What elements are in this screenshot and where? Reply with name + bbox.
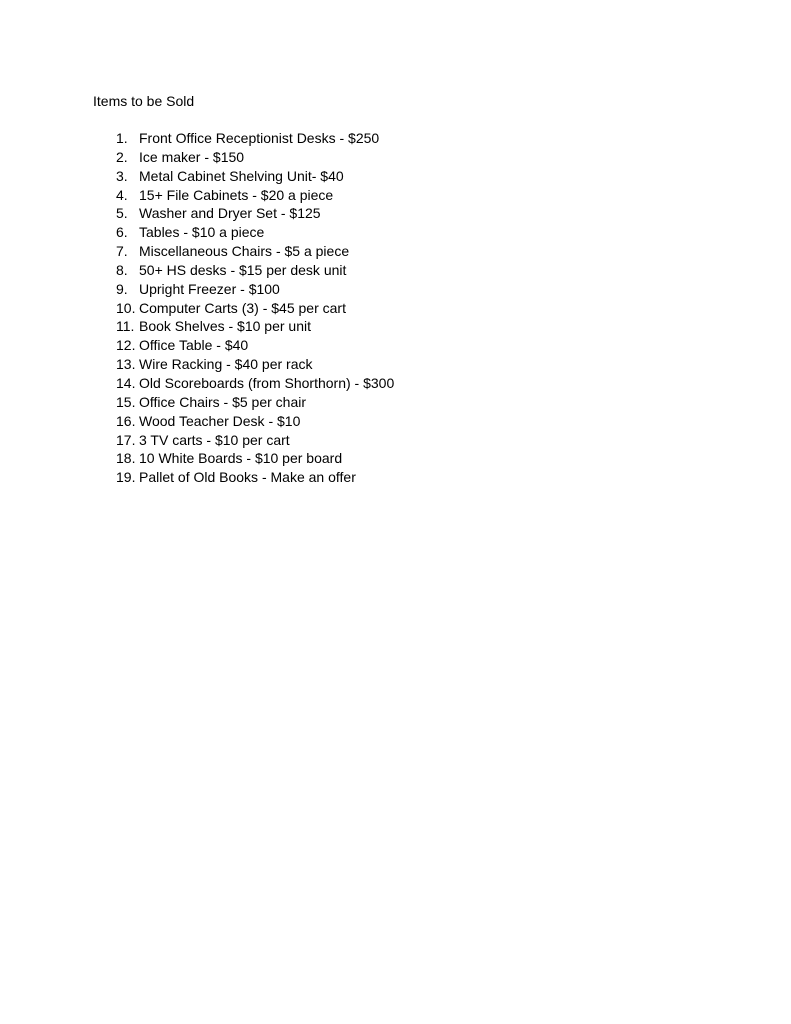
list-item <box>116 186 394 205</box>
list-item-number: 15. <box>116 393 136 410</box>
list-item-text: Computer Carts (3) - $45 per cart <box>139 299 346 316</box>
list-item-number: 10. <box>116 299 136 316</box>
list-item-text: Pallet of Old Books - Make an offer <box>139 469 356 486</box>
list-item-text: 15+ File Cabinets - $20 a piece <box>139 186 334 203</box>
list-item <box>116 355 394 374</box>
list-item-number: 13. <box>116 356 136 373</box>
items-list <box>116 129 394 487</box>
list-item <box>116 242 394 261</box>
list-item-text: 50+ HS desks - $15 per desk unit <box>139 261 347 278</box>
list-item-number: 6. <box>116 224 128 241</box>
list-item <box>116 261 394 280</box>
list-item-number: 8. <box>116 261 128 278</box>
list-item-text: Tables - $10 a piece <box>139 224 265 241</box>
list-item-text: Old Scoreboards (from Shorthorn) - $300 <box>139 374 395 391</box>
list-item-text: Ice maker - $150 <box>139 148 245 165</box>
list-item-number: 5. <box>116 205 128 222</box>
list-item-text: Wire Racking - $40 per rack <box>139 356 313 373</box>
list-item-number: 12. <box>116 337 136 354</box>
list-item <box>116 336 394 355</box>
list-item <box>116 412 394 431</box>
list-item-text: Office Table - $40 <box>139 337 249 354</box>
list-item <box>116 129 394 148</box>
list-item-text: 3 TV carts - $10 per cart <box>139 431 290 448</box>
list-item <box>116 148 394 167</box>
list-item <box>116 204 394 223</box>
list-item <box>116 431 394 450</box>
list-item-text: Washer and Dryer Set - $125 <box>139 205 321 222</box>
list-item-number: 7. <box>116 243 128 260</box>
list-item-text: Upright Freezer - $100 <box>139 280 280 297</box>
list-item-number: 17. <box>116 431 136 448</box>
list-item-number: 4. <box>116 186 128 203</box>
list-item <box>116 374 394 393</box>
list-item-number: 16. <box>116 412 136 429</box>
list-item-number: 2. <box>116 148 128 165</box>
document-title: Items to be Sold <box>93 93 195 109</box>
list-item-text: Book Shelves - $10 per unit <box>139 318 311 335</box>
list-item-text: Miscellaneous Chairs - $5 a piece <box>139 243 350 260</box>
list-item-number: 14. <box>116 374 136 391</box>
list-item <box>116 223 394 242</box>
list-item-number: 18. <box>116 450 136 467</box>
list-item-number: 11. <box>116 318 135 335</box>
list-item <box>116 167 394 186</box>
list-item <box>116 317 394 336</box>
list-item-text: Front Office Receptionist Desks - $250 <box>139 130 380 146</box>
list-item <box>116 280 394 299</box>
list-item <box>116 449 394 468</box>
list-item-number: 9. <box>116 280 128 297</box>
list-item-number: 19. <box>116 469 136 486</box>
list-item <box>116 393 394 412</box>
list-item-text: 10 White Boards - $10 per board <box>139 450 343 467</box>
list-item-number: 3. <box>116 167 128 184</box>
list-item-text: Wood Teacher Desk - $10 <box>139 412 301 429</box>
list-item-text: Office Chairs - $5 per chair <box>139 393 307 410</box>
list-item <box>116 299 394 318</box>
list-item-number: 1. <box>116 130 128 146</box>
list-item-text: Metal Cabinet Shelving Unit- $40 <box>139 167 344 184</box>
list-item <box>116 468 394 487</box>
